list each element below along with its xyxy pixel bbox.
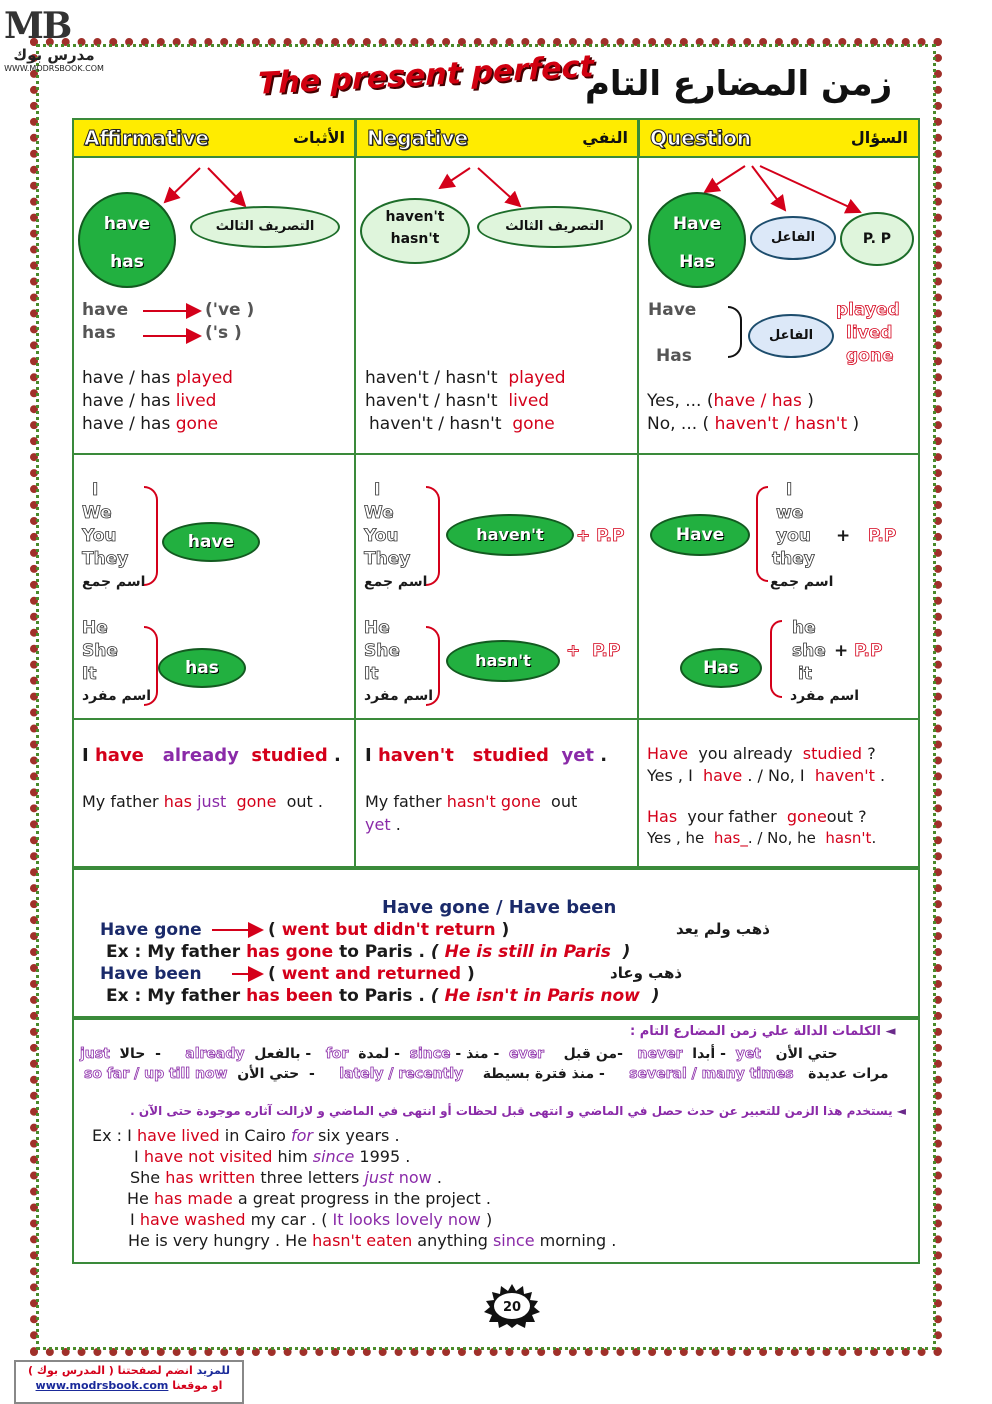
q-no-end: ) [852, 414, 860, 434]
neg-plus-1: + [576, 526, 591, 546]
neg-plural-plus [576, 526, 624, 546]
kw-for-ar: لمدة [358, 1046, 390, 1062]
q-pp-2: P.P [854, 641, 883, 661]
header-negative-en: Negative [367, 126, 469, 150]
footer-url[interactable]: www.modrsbook.com [35, 1379, 169, 1392]
q-pp-1: P.P [868, 526, 897, 546]
example-6-segment: He is very hungry . He [128, 1231, 313, 1250]
oval-q-have: Have [672, 214, 722, 234]
neg-havent-2: haven't / hasn't [365, 391, 498, 411]
q-single-plus [834, 641, 882, 661]
q-gone: gone [846, 346, 894, 366]
q-ex-qmark: ? [867, 744, 876, 763]
have-gone-ar: ذهب ولم يعد [676, 920, 770, 938]
kw-just-ar: حالا [119, 1046, 146, 1062]
kw-so-far-ar: حتي الأن [237, 1066, 300, 1082]
header-negative-ar: النفي [582, 128, 628, 147]
example-4-segment: a great progress in the project . [232, 1189, 491, 1208]
q-yes-end: ) [807, 391, 814, 411]
oval-have-has-question [648, 192, 746, 288]
q-ex-studied: studied [802, 744, 863, 763]
kw-never: never [637, 1046, 683, 1062]
q-pronoun-you: you [776, 526, 811, 546]
example-5-segment: my car . ( [245, 1210, 333, 1229]
kw-several-ar: مرات عديدة [808, 1066, 889, 1082]
q-ex-dot2: . [871, 829, 877, 847]
kw-never-ar: أبدا [692, 1046, 716, 1062]
neg-ex-dot2: . [395, 815, 401, 834]
oval-havent-hasnt [360, 198, 470, 264]
neg-pronoun-he: He [364, 618, 390, 638]
q-yes-start: Yes, ... ( [647, 391, 714, 411]
aff-line-1 [82, 368, 233, 388]
q-no-hasnt: / hasn't [783, 414, 848, 434]
example-1-segment: have lived [136, 1126, 220, 1145]
q-no-havent: haven't [714, 414, 779, 434]
kw-ever-ar: من قبل [563, 1046, 618, 1062]
single-noun-ar: اسم مفرد [82, 688, 152, 704]
footer-line-1 [20, 1364, 238, 1377]
neg-single-plus [566, 641, 620, 661]
neg-ex-yet: yet [561, 745, 595, 766]
q-example-3 [647, 807, 867, 826]
neg-single-noun-ar: اسم مفرد [364, 688, 434, 704]
contraction-s: ('s ) [205, 323, 242, 343]
brace-plural-neg [426, 486, 440, 586]
q-ex-no: . / No, I [747, 766, 805, 785]
example-1-segment: in Cairo [219, 1126, 291, 1145]
kw-for: for [325, 1046, 349, 1062]
oval-pp: P. P [840, 212, 914, 266]
b-ex4: ( [430, 986, 439, 1006]
neg-example-1 [365, 745, 607, 766]
g-close: ) [501, 920, 510, 940]
keywords-line-2: so far / up till now حتي الأن - lately / recently منذ فترة بسيطة - several / many times مرات عديدة [84, 1066, 889, 1082]
footer-or-site: او موقعنا [172, 1379, 223, 1392]
example-3-segment: three letters [255, 1168, 365, 1187]
brace-plural-aff [144, 486, 158, 586]
logo-url: WWW.MODRSBOOK.COM [4, 64, 104, 73]
q-ex-out: out ? [826, 807, 867, 826]
q-no-line [647, 414, 859, 434]
aff-have-has-1: have / has [82, 368, 171, 388]
have-been-ar: ذهب وعاد [610, 964, 683, 982]
b-ex3: to Paris . [338, 986, 425, 1006]
page-number: 20 [502, 1300, 522, 1315]
q-has-label: Has [656, 346, 692, 366]
neg-pronoun-we: We [364, 503, 394, 523]
q-yes-have-has: have / has [713, 391, 802, 411]
have-been-label: Have been [100, 964, 202, 984]
neg-pp-2: P.P [592, 641, 621, 661]
kw-since-ar: منذ [466, 1046, 489, 1062]
ex-gone: gone [236, 792, 277, 811]
kw-several: several / many times [629, 1066, 794, 1082]
q-lived: lived [846, 323, 893, 343]
kw-since: since [409, 1046, 451, 1062]
q-ex-has: Has [647, 807, 678, 826]
pronoun-we: We [82, 503, 112, 523]
neg-line-3 [369, 414, 555, 434]
neg-pronoun-i: I [374, 480, 381, 500]
kw-yet-ar: حتي الأن [775, 1046, 838, 1062]
example-4-segment: He [127, 1189, 154, 1208]
example-1-segment: six years . [312, 1126, 400, 1145]
contraction-have: have [82, 300, 129, 320]
example-5 [92, 1209, 616, 1230]
kw-ever: ever [509, 1046, 545, 1062]
neg-ex-i: I [365, 745, 372, 766]
neg-ex-gone: gone [500, 792, 541, 811]
example-3 [92, 1167, 616, 1188]
oval-have: have [103, 214, 151, 234]
neg-plus-2: + [566, 641, 581, 661]
header-question-en: Question [650, 126, 752, 150]
neg-ex-out: out [551, 792, 578, 811]
ex-i: I [82, 745, 89, 766]
example-1 [92, 1125, 616, 1146]
b-open: ( [268, 964, 276, 984]
g-ex4: ( [430, 942, 439, 962]
b-ex6: ) [651, 986, 660, 1006]
example-5-segment: have washed [139, 1210, 246, 1229]
neg-example-2 [365, 792, 577, 811]
oval-subject: الفاعل [750, 216, 836, 260]
q-ex-have: Have [647, 744, 689, 763]
kw-so-far: so far / up till now [84, 1066, 228, 1082]
example-3-segment: has written [165, 1168, 256, 1187]
example-2-segment: since [312, 1147, 355, 1166]
ex-already: already [162, 745, 239, 766]
oval-q-has: Has [679, 252, 715, 272]
oval-q-has-2: Has [680, 648, 762, 688]
brace-single-neg [426, 626, 440, 706]
oval-aff-have: have [162, 522, 260, 562]
contraction-has: has [82, 323, 116, 343]
oval-third-form: التصريف الثالث [190, 206, 340, 248]
neg-pronoun-they: They [364, 549, 411, 569]
example-2-segment: 1995 . [354, 1147, 411, 1166]
g-meaning: went but didn't return [281, 920, 496, 940]
footer-more: للمزيد [196, 1364, 230, 1377]
q-ex-you-already: you already [698, 744, 793, 763]
oval-have-has [78, 192, 176, 288]
g-open: ( [268, 920, 276, 940]
example-6-segment: since [492, 1231, 535, 1250]
neg-ex-dot: . [600, 745, 608, 766]
usage-note [116, 1104, 906, 1118]
neg-pp-1: P.P [596, 526, 625, 546]
kw-already-ar: بالفعل [254, 1046, 301, 1062]
q-pronoun-i: I [786, 480, 793, 500]
ex-just: just [197, 792, 227, 811]
neg-ex-yet2: yet [365, 815, 391, 834]
b-ex2: has been [246, 986, 334, 1006]
aff-lived: lived [175, 391, 217, 411]
oval-has: has [110, 252, 144, 272]
pointer-icon-2: ◄ [892, 1104, 906, 1118]
aff-played: played [175, 368, 233, 388]
q-plus-2: + [834, 641, 849, 661]
example-2-segment: him [272, 1147, 313, 1166]
pronoun-it: It [82, 664, 97, 684]
aff-have-has-2: have / has [82, 391, 171, 411]
example-3-segment: She [130, 1168, 166, 1187]
brace-single-q [770, 620, 782, 698]
neg-havent-3: haven't / hasn't [369, 414, 502, 434]
neg-ex-havent: haven't [377, 745, 454, 766]
q-ex-has2: has_ [713, 829, 748, 847]
have-been-example [106, 986, 660, 1006]
q-ex-havent: haven't [814, 766, 875, 785]
example-1-segment: for [290, 1126, 313, 1145]
q-plus-1: + [836, 526, 851, 546]
oval-hasnt: hasn't [390, 231, 440, 247]
oval-third-form-neg: التصريف الثالث [477, 206, 632, 248]
neg-example-2b [365, 815, 401, 834]
footer-line-2 [20, 1379, 238, 1392]
keywords-title-text: الكلمات الدالة علي زمن المضارع التام : [630, 1024, 882, 1039]
q-ex-your-father: your father [687, 807, 777, 826]
aff-example-1 [82, 745, 341, 766]
example-2-segment: have not visited [143, 1147, 273, 1166]
title-arabic: زمن المضارع التام [585, 64, 893, 104]
neg-pronoun-you: You [364, 526, 399, 546]
keywords-line-1: just حالا - already بالفعل - for لمدة - since - منذ - ever من قبل- never أبدا - yet حتي الأن [80, 1046, 838, 1062]
example-4-segment: has made [153, 1189, 233, 1208]
q-yes-line [647, 391, 814, 411]
neg-lived: lived [508, 391, 550, 411]
oval-havent: haven't [385, 209, 445, 225]
example-3-segment: now [393, 1168, 432, 1187]
q-ex-gone: gone [786, 807, 827, 826]
pointer-icon: ◄ [881, 1024, 896, 1039]
neg-ex-my-father: My father [365, 792, 442, 811]
footer-box [14, 1360, 244, 1404]
kw-yet: yet [735, 1046, 761, 1062]
q-pronoun-they: they [772, 549, 815, 569]
example-6-segment: anything [412, 1231, 493, 1250]
q-pronoun-we: we [776, 503, 804, 523]
q-pronoun-it: it [798, 664, 812, 684]
neg-ex-studied: studied [472, 745, 549, 766]
q-pronoun-he: he [792, 618, 816, 638]
g-ex1: Ex : My father [106, 942, 241, 962]
have-gone-meaning [268, 920, 509, 940]
keywords-title [630, 1024, 896, 1039]
pronoun-i: I [92, 480, 99, 500]
page-number-badge [480, 1284, 544, 1328]
neg-gone: gone [512, 414, 555, 434]
q-ex-yes-he: Yes , he [647, 829, 705, 847]
ex-has: has [163, 792, 193, 811]
q-ex-hasnt: hasn't [825, 829, 872, 847]
ex-studied: studied [251, 745, 328, 766]
q-example-1 [647, 744, 876, 763]
neg-pronoun-it: It [364, 664, 379, 684]
gone-been-title: Have gone / Have been [382, 897, 617, 918]
neg-line-1 [365, 368, 566, 388]
q-plural-noun-ar: اسم جمع [770, 574, 834, 590]
ex-have: have [94, 745, 144, 766]
ex-my-father: My father [82, 792, 159, 811]
footer-page-name: ( المدرس بوك ) [28, 1364, 114, 1377]
brace-single-aff [144, 626, 158, 706]
example-2 [92, 1146, 616, 1167]
examples-list [92, 1125, 616, 1251]
oval-subject-2: الفاعل [748, 314, 834, 358]
usage-note-text: يستخدم هذا الزمن للتعبير عن حدث حصل في الماضي و انتهى قبل لحظات أو انتهى في الماضي و لازالت آثاره موجودة حتى الآن . [130, 1104, 893, 1118]
b-ex5: He isn't in Paris now [444, 986, 640, 1006]
example-5-segment: It looks lovely now [332, 1210, 481, 1229]
have-gone-label: Have gone [100, 920, 202, 940]
neg-havent-1: haven't / hasn't [365, 368, 498, 388]
footer-join: انضم لصفحتنا [117, 1364, 193, 1377]
q-plural-plus [836, 526, 896, 546]
g-ex6: ) [622, 942, 631, 962]
q-ex-have2: have [702, 766, 743, 785]
header-affirmative-en: Affirmative [84, 126, 209, 150]
b-ex1: Ex : My father [106, 986, 241, 1006]
q-single-noun-ar: اسم مفرد [790, 688, 860, 704]
g-ex2: has gone [246, 942, 334, 962]
header-question-ar: السؤال [850, 128, 908, 147]
q-ex-dot: . [879, 766, 886, 785]
neg-pronoun-she: She [364, 641, 400, 661]
q-have-label: Have [648, 300, 697, 320]
logo-mark: MB [4, 5, 71, 47]
pronoun-they: They [82, 549, 129, 569]
example-5-segment: ) [480, 1210, 493, 1229]
q-no-start: No, ... ( [647, 414, 710, 434]
aff-gone: gone [175, 414, 219, 434]
have-gone-example [106, 942, 630, 962]
example-1-segment: Ex : I [92, 1126, 137, 1145]
pronoun-you: You [82, 526, 117, 546]
plural-noun-ar: اسم جمع [82, 574, 146, 590]
q-ex-no-he: . / No, he [747, 829, 816, 847]
g-ex5: He is still in Paris [444, 942, 611, 962]
kw-already: already [185, 1046, 245, 1062]
title-english: The present perfect [258, 49, 594, 102]
aff-example-2 [82, 792, 323, 811]
example-5-segment: I [130, 1210, 140, 1229]
neg-line-2 [365, 391, 549, 411]
example-6 [92, 1230, 616, 1251]
contraction-ve: ('ve ) [205, 300, 255, 320]
ex-dot: . [333, 745, 341, 766]
neg-ex-hasnt: hasn't [446, 792, 496, 811]
pronoun-she: She [82, 641, 118, 661]
q-played: played [836, 300, 900, 320]
example-3-segment: . [431, 1168, 442, 1187]
neg-played: played [508, 368, 566, 388]
oval-aff-has: has [158, 648, 246, 688]
oval-neg-hasnt: hasn't [446, 640, 560, 682]
q-brace [728, 306, 742, 358]
example-6-segment: hasn't eaten [312, 1231, 413, 1250]
have-been-meaning [268, 964, 475, 984]
kw-lately-ar: منذ فترة بسيطة [482, 1066, 595, 1082]
g-ex3: to Paris . [339, 942, 425, 962]
q-ex-yes: Yes , I [647, 766, 693, 785]
kw-lately: lately / recently [339, 1066, 464, 1082]
logo-arabic: مدرس بوك [13, 46, 95, 64]
neg-plural-noun-ar: اسم جمع [364, 574, 428, 590]
pronoun-he: He [82, 618, 108, 638]
aff-line-2 [82, 391, 216, 411]
b-close: ) [467, 964, 475, 984]
header-affirmative-ar: الأثبات [292, 128, 345, 147]
q-example-2 [647, 766, 885, 785]
brace-plural-q [756, 486, 768, 582]
example-6-segment: morning . [534, 1231, 617, 1250]
q-example-4 [647, 829, 876, 847]
ex-out: out . [286, 792, 323, 811]
b-meaning: went and returned [281, 964, 462, 984]
oval-neg-havent: haven't [446, 514, 574, 556]
q-pronoun-she: she [792, 641, 826, 661]
aff-have-has-3: have / has [82, 414, 171, 434]
kw-just: just [80, 1046, 110, 1062]
example-4 [92, 1188, 616, 1209]
oval-q-have-2: Have [650, 514, 750, 556]
example-2-segment: I [134, 1147, 144, 1166]
example-3-segment: just [364, 1168, 394, 1187]
aff-line-3 [82, 414, 218, 434]
